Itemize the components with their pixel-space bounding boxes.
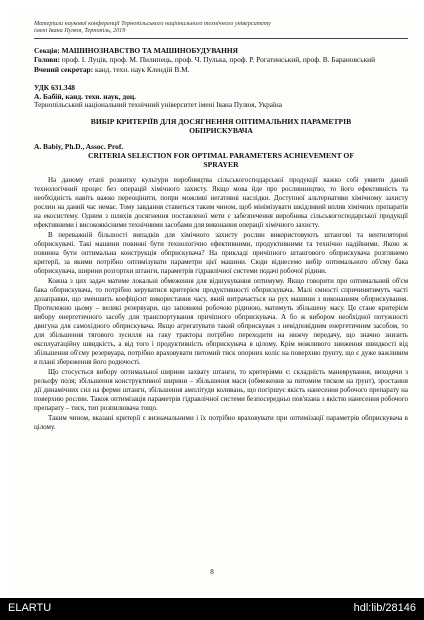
author-uk: А. Бабій, канд. техн. наук, доц. [34,92,137,101]
handle-id: hdl:lib/28146 [353,602,416,614]
author-en: A. Babiy, Ph.D., Assoc. Prof. [34,141,124,151]
running-header [34,20,408,39]
chairs-list: проф. І. Луців, проф. М. Пилипець, проф. Ч. Пулька, проф. Р. Рогатинський, проф. В. Барановський [61,55,376,65]
secretary-line [34,65,408,75]
section-line [34,46,408,56]
repository-footer [0,598,424,620]
secretary-label: Вчений секретар: [34,65,94,74]
title-uk: ВИБІР КРИТЕРІЇВ ДЛЯ ДОСЯГНЕННЯ ОПТИМАЛЬНИХ ПАРАМЕТРІВ ОБПРИСКУВАЧА [90,116,352,136]
page-content [34,20,408,433]
title-en: CRITERIA SELECTION FOR OPTIMAL PARAMETERS ACHIEVEMENT OF SPRAYER [88,150,354,169]
body-paragraph-1: На даному етапі розвитку культури виробництва сільськогосподарської продукції важко собі уявити даний технологічний процес без операцій хімічного захисту. Якщо мова йде про рослинництво, то його ефективність та необхідність навіть важко переоцінити, попри можливі негативні наслідки. Доступної альтернативи хімічному захисту рослин на даний час немає. Тому завдання ставиться таким чином, щоб мінімізувати шкідливий вплив хімічних препаратів на екосистему. Одним з шляхів досягнення поставленої мети є забезпечення виробника сільськогосподарської продукції ефективними і високоякісними технічними засобами для виконання операції хімічного захисту. [34,175,408,229]
secretary-name: канд. техн. наук Клендій В.М. [94,65,190,74]
repository-name: ELARTU [8,602,52,614]
body-paragraph-3: Кожна з цих задач матиме локальні обмеження для відшукування оптимуму. Якщо говорити про оптимальний об'єм бака обприскувача, то потрібно керуватися критерієм продуктивності обприскувача. Малі ємності спричинятимуть часті дозаправки, що зменшить коефіцієнт використання часу, який витрачається на рух машини з виконанням обприскування. Протилежно цьому – великі резервуари, що заповнені робочою рідиною, матимуть збільшену масу. Це стане критерієм вибору енергетичного засобу для транспортування причіпного обприскувача. А бо ж вибором необхідної потужності двигуна для самохідного обприскувача. Якщо агрегатувати такий обприскувач з невідповідним енергетичним засобом, то для збільшення тягового зусилля на гаку трактора потрібно переходити на нижчу передачу, що значно знизить експлуатаційну швидкість, а від того і продуктивність обприскувача в цілому. Крім можливого зниження швидкості від збільшення об'єму резервуара, потрібно враховувати питомий тиск опорних коліс на поверхню ґрунту, що є дуже важливим в плані збереження його родючості. [34,276,408,366]
chairs-line [34,55,408,65]
running-header-line-1: Матеріали наукової конференції Тернопільського національного технічного університету [34,20,271,27]
udk-code: УДК 631.348 [34,82,75,92]
section-block [34,46,408,75]
document-page [8,8,416,594]
section-name: МАШИНОЗНАВСТВО ТА МАШИНОБУДУВАННЯ [61,45,238,55]
body-paragraph-4: Що стосується вибору оптимальної ширини захвату штанги, то критеріями є: складність маневрування, виходячи з рельєфу поля; збільшення конструктивної ширини – збільшення маси (обмеження за питомим тиском на ґрунт), зростання дії динамічних сил на ферми штанги, збільшення амплітуди коливань, що погіршує якість нанесення робочого препарату на поверхню рослин. Також оптимізація параметрів гідравлічної системи безпосередньо пов'язана з якістю нанесення робочого препарату – тиск, тип розпилювача тощо. [34,367,408,412]
chairs-label: Голови: [34,55,61,65]
affiliation: Тернопільський національний технічний університет імені Івана Пулюя, Україна [34,101,282,110]
section-label: Секція: [34,45,60,55]
page-number: 8 [210,568,214,576]
body-paragraph-2: В переважній більшості випадків для хімічного захисту рослин використовують штангові та вентиляторні обприскувачі. Такі машини повинні бути технологічно ефективними, продуктивними та технічно надійними. Якою ж повинна бути оптимальна конструкція обприскувача? На прикладі причіпного штангового обприскувача розглянемо критерії, за якими потрібно оптимізувати параметри цієї машини. Сюди віднесемо вибір оптимального об'єму бака обприскувача, ширини розгортки штанги, параметрів гідравлічної системи подачі робочої рідини. [34,230,408,275]
running-header-line-2: імені Івана Пулюя, Тернопіль, 2019 [34,27,126,35]
body-paragraph-5: Таким чином, вказані критерії є визначальними і їх потрібно враховувати при оптимізації параметрів обприскувача в цілому. [34,413,408,431]
